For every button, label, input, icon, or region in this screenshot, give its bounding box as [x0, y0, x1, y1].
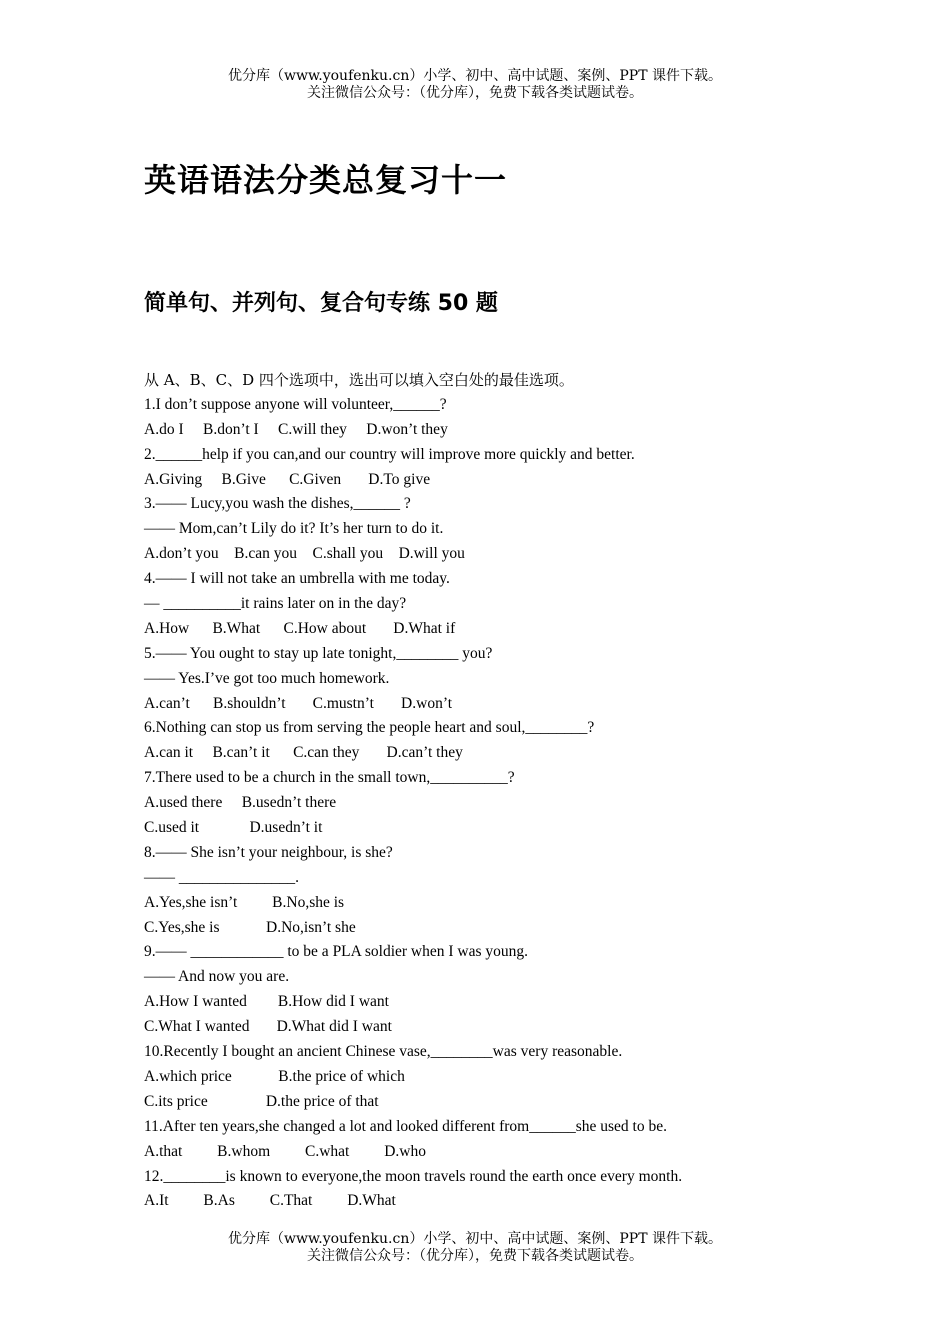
question-line: 2.______help if you can,and our country will improve more quickly and better.: [144, 445, 635, 463]
question-line: 12.________is known to everyone,the moon travels round the earth once every month.: [144, 1167, 683, 1185]
question-line: 4.—— I will not take an umbrella with me today.: [144, 570, 450, 588]
question-line: A.that B.whom C.what D.who: [144, 1142, 427, 1160]
question-line: 8.—— She isn’t your neighbour, is she?: [144, 843, 393, 861]
question-line: —— Mom,can’t Lily do it? It’s her turn to do it.: [144, 520, 444, 538]
question-line: A.How I wanted B.How did I want: [144, 993, 389, 1011]
question-line: A.used there B.usedn’t there: [144, 794, 337, 812]
question-line: 9.—— ____________ to be a PLA soldier when I was young.: [144, 943, 529, 961]
page-header: [0, 68, 950, 102]
question-line: A.Yes,she isn’t B.No,she is: [144, 893, 345, 911]
question-line: A.can it B.can’t it C.can they D.can’t they: [144, 744, 463, 762]
question-line: 3.—— Lucy,you wash the dishes,______ ?: [144, 495, 411, 513]
question-line: A.which price B.the price of which: [144, 1067, 405, 1085]
question-line: A.do I B.don’t I C.will they D.won’t they: [144, 420, 448, 438]
question-line: 1.I don’t suppose anyone will volunteer,______?: [144, 395, 447, 413]
question-line: C.Yes,she is D.No,isn’t she: [144, 918, 356, 936]
question-line: C.used it D.usedn’t it: [144, 819, 323, 837]
question-line: A.How B.What C.How about D.What if: [144, 619, 456, 637]
header-line-1: 优分库（www.youfenku.cn）小学、初中、高中试题、案例、PPT 课件下载。: [227, 68, 722, 84]
question-line: —— Yes.I’ve got too much homework.: [144, 669, 390, 687]
question-list: [144, 368, 844, 1214]
header-line-2: 关注微信公众号：（优分库），免费下载各类试题试卷。: [307, 85, 643, 101]
question-line: A.Giving B.Give C.Given D.To give: [144, 470, 431, 488]
question-line: C.What I wanted D.What did I want: [144, 1018, 392, 1036]
question-line: — __________it rains later on in the day?: [144, 595, 407, 613]
question-line: A.can’t B.shouldn’t C.mustn’t D.won’t: [144, 694, 453, 712]
question-line: 11.After ten years,she changed a lot and looked different from______she used to be.: [144, 1117, 667, 1135]
question-line: 6.Nothing can stop us from serving the people heart and soul,________?: [144, 719, 595, 737]
question-line: 7.There used to be a church in the small town,__________?: [144, 769, 515, 787]
footer-line-1: 优分库（www.youfenku.cn）小学、初中、高中试题、案例、PPT 课件下载。: [227, 1231, 722, 1247]
instructions: 从 A、B、C、D 四个选项中，选出可以填入空白处的最佳选项。: [144, 371, 574, 389]
question-line: 10.Recently I bought an ancient Chinese vase,________was very reasonable.: [144, 1043, 623, 1061]
question-line: —— _______________.: [144, 868, 299, 886]
question-line: C.its price D.the price of that: [144, 1092, 379, 1110]
document-title: 英语语法分类总复习十一: [144, 161, 508, 199]
question-line: A.don’t you B.can you C.shall you D.will you: [144, 545, 465, 563]
question-line: 5.—— You ought to stay up late tonight,________ you?: [144, 644, 493, 662]
footer-line-2: 关注微信公众号：（优分库），免费下载各类试题试卷。: [307, 1248, 643, 1264]
question-line: —— And now you are.: [144, 968, 290, 986]
section-subtitle: 简单句、并列句、复合句专练 50 题: [144, 291, 498, 316]
question-line: A.It B.As C.That D.What: [144, 1192, 396, 1210]
page-footer: [0, 1231, 950, 1265]
